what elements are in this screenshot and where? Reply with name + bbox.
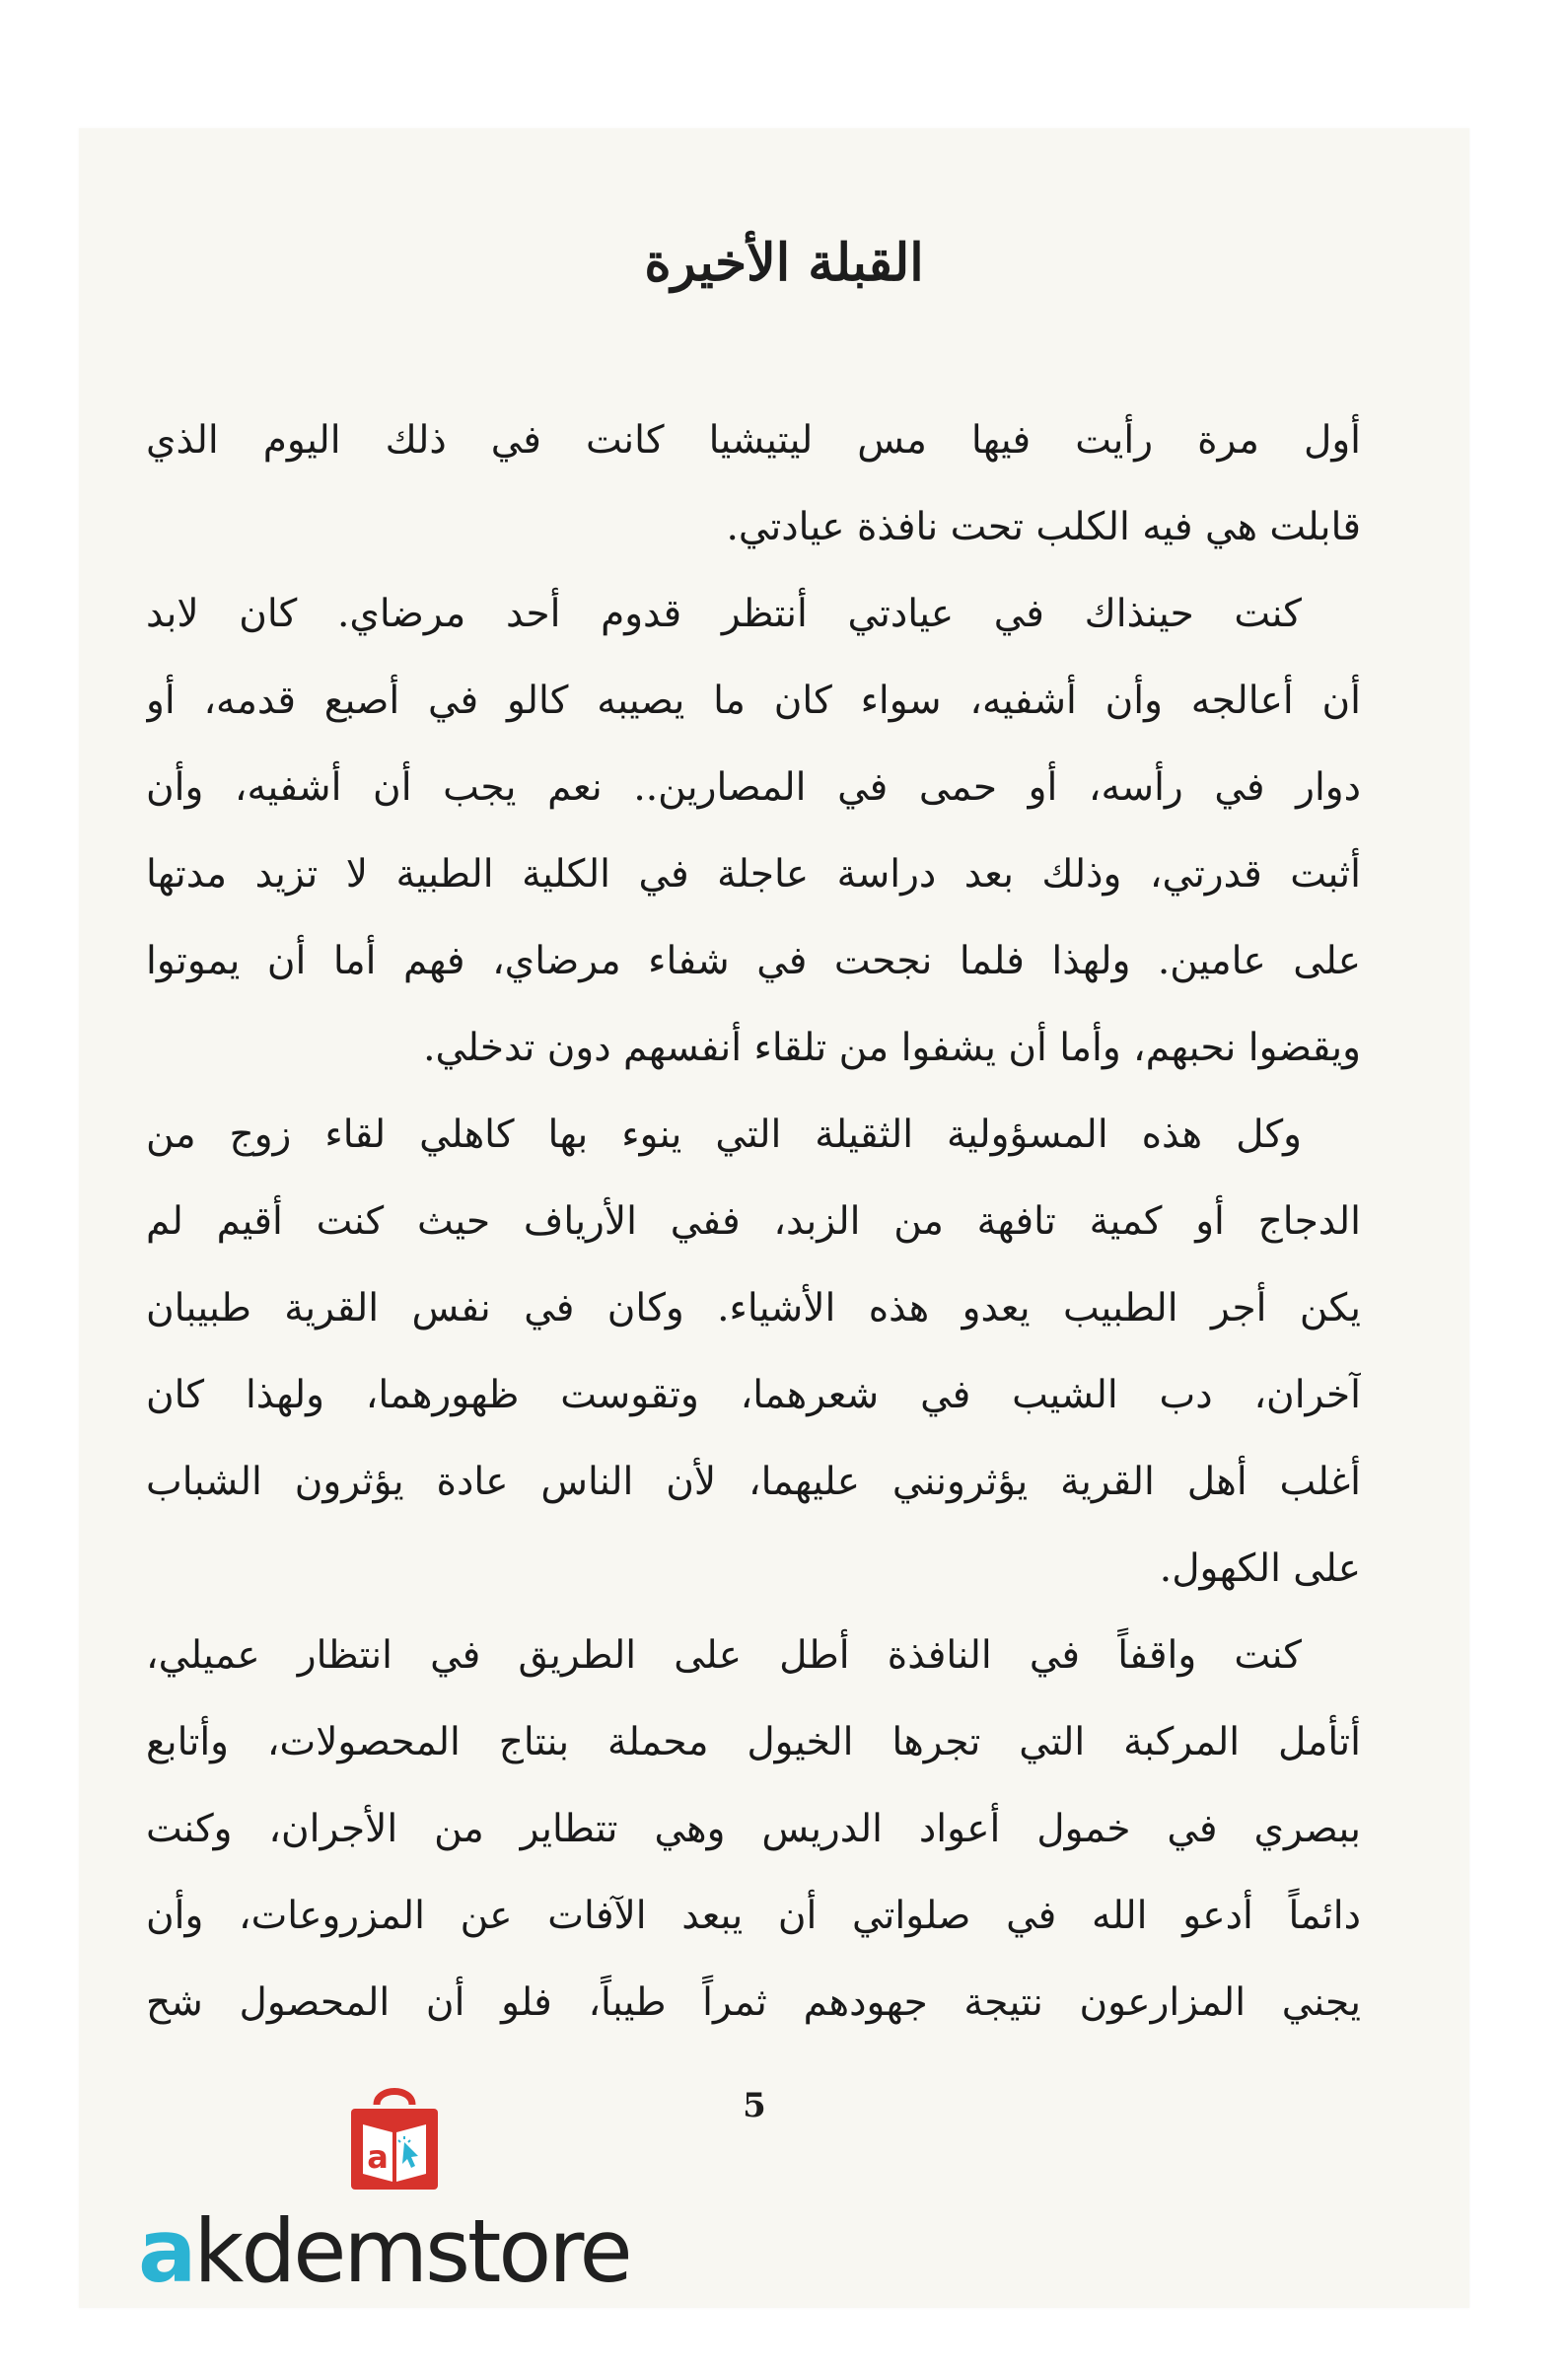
text-line: آخران، دب الشيب في شعرهما، وتقوست ظهورهما، ولهذا كان — [146, 1373, 1361, 1417]
text-line: أغلب أهل القرية يؤثرونني عليهما، لأن الناس عادة يؤثرون الشباب — [146, 1460, 1361, 1504]
text-line: أتأمل المركبة التي تجرها الخيول محملة بنتاج المحصولات، وأتابع — [146, 1720, 1361, 1764]
text-line: يكن أجر الطبيب يعدو هذه الأشياء. وكان في نفس القرية طبيبان — [146, 1286, 1361, 1330]
logo-accent-letter: a — [138, 2200, 194, 2302]
text-line: الدجاج أو كمية تافهة من الزبد، ففي الأرياف حيث كنت أقيم لم — [146, 1199, 1361, 1244]
text-line: قابلت هي فيه الكلب تحت نافذة عيادتي. — [726, 505, 1361, 549]
text-line: أن أعالجه وأن أشفيه، سواء كان ما يصيبه كالو في أصبع قدمه، أو — [146, 679, 1361, 723]
text-line: أول مرة رأيت فيها مس ليتيشيا كانت في ذلك اليوم الذي — [146, 418, 1361, 463]
text-line: على الكهول. — [1159, 1546, 1361, 1591]
text-line: ببصري في خمول أعواد الدريس وهي تتطاير من الأجران، وكنت — [146, 1807, 1361, 1851]
text-line: دائماً أدعو الله في صلواتي أن يبعد الآفات عن المزروعات، وأن — [146, 1894, 1361, 1938]
logo-text: kdemstore — [193, 2200, 630, 2302]
text-line: على عامين. ولهذا فلما نجحت في شفاء مرضاي، فهم أما أن يموتوا — [146, 939, 1361, 983]
body-text — [146, 397, 1361, 2047]
store-logo — [138, 2197, 651, 2306]
text-line: كنت واقفاً في النافذة أطل على الطريق في انتظار عميلي، — [146, 1633, 1302, 1678]
text-line: أثبت قدرتي، وذلك بعد دراسة عاجلة في الكلية الطبية لا تزيد مدتها — [146, 852, 1361, 897]
text-line: كنت حينذاك في عيادتي أنتظر قدوم أحد مرضاي. كان لابد — [146, 592, 1302, 636]
chapter-title: القبلة الأخيرة — [644, 233, 924, 293]
text-line: دوار في رأسه، أو حمى في المصارين.. نعم يجب أن أشفيه، وأن — [146, 765, 1361, 810]
icon-letter: a — [367, 2138, 389, 2176]
page-number: 5 — [743, 2086, 766, 2125]
text-line: ويقضوا نحبهم، وأما أن يشفوا من تلقاء أنفسهم دون تدخلي. — [423, 1026, 1361, 1070]
text-line: وكل هذه المسؤولية الثقيلة التي ينوء بها كاهلي لقاء زوج من — [146, 1113, 1302, 1157]
shopping-bag-book-icon — [335, 2081, 454, 2209]
text-line: يجني المزارعون نتيجة جهودهم ثمراً طيباً، فلو أن المحصول شح — [146, 1980, 1361, 2025]
